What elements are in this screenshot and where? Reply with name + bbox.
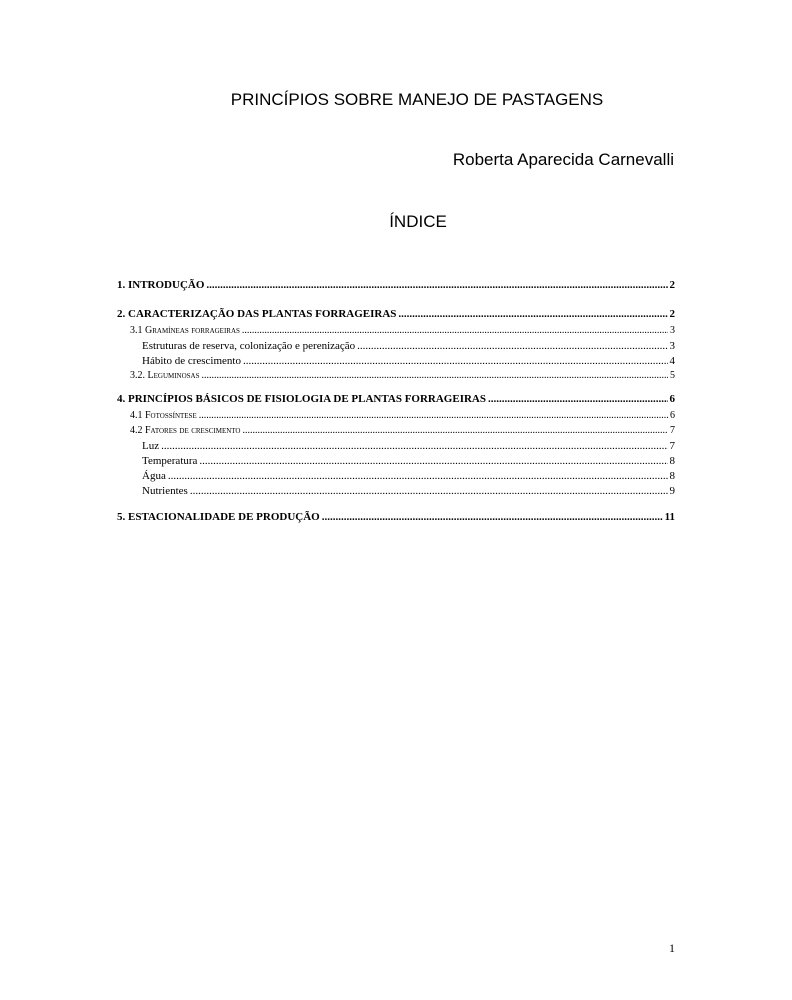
toc-entry-leguminosas[interactable] bbox=[117, 370, 675, 385]
toc-entry-title: Hábito de crescimento bbox=[142, 355, 241, 367]
toc-entry-estruturas[interactable] bbox=[117, 340, 675, 355]
toc-entry-nutrientes[interactable] bbox=[117, 485, 675, 500]
toc-entry-page: 3 bbox=[670, 325, 675, 336]
toc-leader-dots bbox=[161, 440, 667, 452]
toc-entry-title: 4.1 Fotossíntese bbox=[130, 410, 197, 421]
toc-leader-dots bbox=[322, 511, 663, 523]
toc-entry-title: Água bbox=[142, 470, 166, 482]
toc-entry-luz[interactable] bbox=[117, 440, 675, 455]
toc-leader-dots bbox=[242, 425, 668, 436]
toc-entry-page: 2 bbox=[669, 279, 675, 291]
page-number: 1 bbox=[669, 941, 675, 955]
toc-entry-page: 6 bbox=[670, 410, 675, 421]
toc-leader-dots bbox=[357, 340, 667, 352]
toc-entry-title: 1. INTRODUÇÃO bbox=[117, 279, 205, 291]
toc-entry-page: 4 bbox=[669, 355, 675, 367]
toc-entry-page: 5 bbox=[670, 370, 675, 381]
toc-entry-page: 7 bbox=[669, 440, 675, 452]
toc-entry-page: 8 bbox=[669, 455, 675, 467]
toc-entry-page: 11 bbox=[664, 511, 675, 523]
toc-leader-dots bbox=[190, 485, 668, 497]
table-of-contents bbox=[117, 279, 675, 526]
toc-leader-dots bbox=[199, 455, 667, 467]
toc-entry-page: 3 bbox=[669, 340, 675, 352]
toc-entry-title: 3.2. Leguminosas bbox=[130, 370, 200, 381]
toc-leader-dots bbox=[202, 370, 668, 381]
index-heading: ÍNDICE bbox=[389, 212, 447, 231]
toc-entry-fatores[interactable] bbox=[117, 425, 675, 440]
toc-entry-page: 6 bbox=[669, 393, 675, 405]
toc-entry-page: 9 bbox=[669, 485, 675, 497]
toc-entry-title: 4.2 Fatores de crescimento bbox=[130, 425, 241, 436]
document-author: Roberta Aparecida Carnevalli bbox=[452, 150, 674, 169]
toc-entry-title: 5. ESTACIONALIDADE DE PRODUÇÃO bbox=[117, 511, 320, 523]
toc-leader-dots bbox=[168, 470, 668, 482]
toc-entry-title: 2. CARACTERIZAÇÃO DAS PLANTAS FORRAGEIRAS bbox=[117, 308, 397, 320]
toc-entry-gramineas[interactable] bbox=[117, 325, 675, 340]
toc-entry-title: Nutrientes bbox=[142, 485, 188, 497]
toc-entry-temperatura[interactable] bbox=[117, 455, 675, 470]
toc-leader-dots bbox=[243, 355, 668, 367]
toc-entry-page: 2 bbox=[669, 308, 675, 320]
toc-entry-caracterizacao[interactable] bbox=[117, 308, 675, 323]
toc-leader-dots bbox=[199, 410, 668, 421]
toc-entry-title: Temperatura bbox=[142, 455, 198, 467]
toc-entry-introducao[interactable] bbox=[117, 279, 675, 294]
toc-entry-fotossintese[interactable] bbox=[117, 410, 675, 425]
toc-leader-dots bbox=[242, 325, 668, 336]
toc-entry-title: 3.1 Gramíneas forrageiras bbox=[130, 325, 240, 336]
toc-entry-page: 7 bbox=[670, 425, 675, 436]
toc-leader-dots bbox=[398, 308, 667, 320]
toc-entry-title: 4. PRINCÍPIOS BÁSICOS DE FISIOLOGIA DE PLANTAS FORRAGEIRAS bbox=[117, 393, 486, 405]
toc-entry-agua[interactable] bbox=[117, 470, 675, 485]
toc-entry-page: 8 bbox=[669, 470, 675, 482]
toc-entry-title: Luz bbox=[142, 440, 160, 452]
document-title: PRINCÍPIOS SOBRE MANEJO DE PASTAGENS bbox=[230, 90, 604, 109]
toc-leader-dots bbox=[488, 393, 668, 405]
toc-entry-title: Estruturas de reserva, colonização e perenização bbox=[142, 340, 356, 352]
toc-leader-dots bbox=[206, 279, 667, 291]
toc-entry-habito[interactable] bbox=[117, 355, 675, 370]
toc-entry-estacionalidade[interactable] bbox=[117, 511, 675, 526]
toc-entry-fisiologia[interactable] bbox=[117, 393, 675, 408]
